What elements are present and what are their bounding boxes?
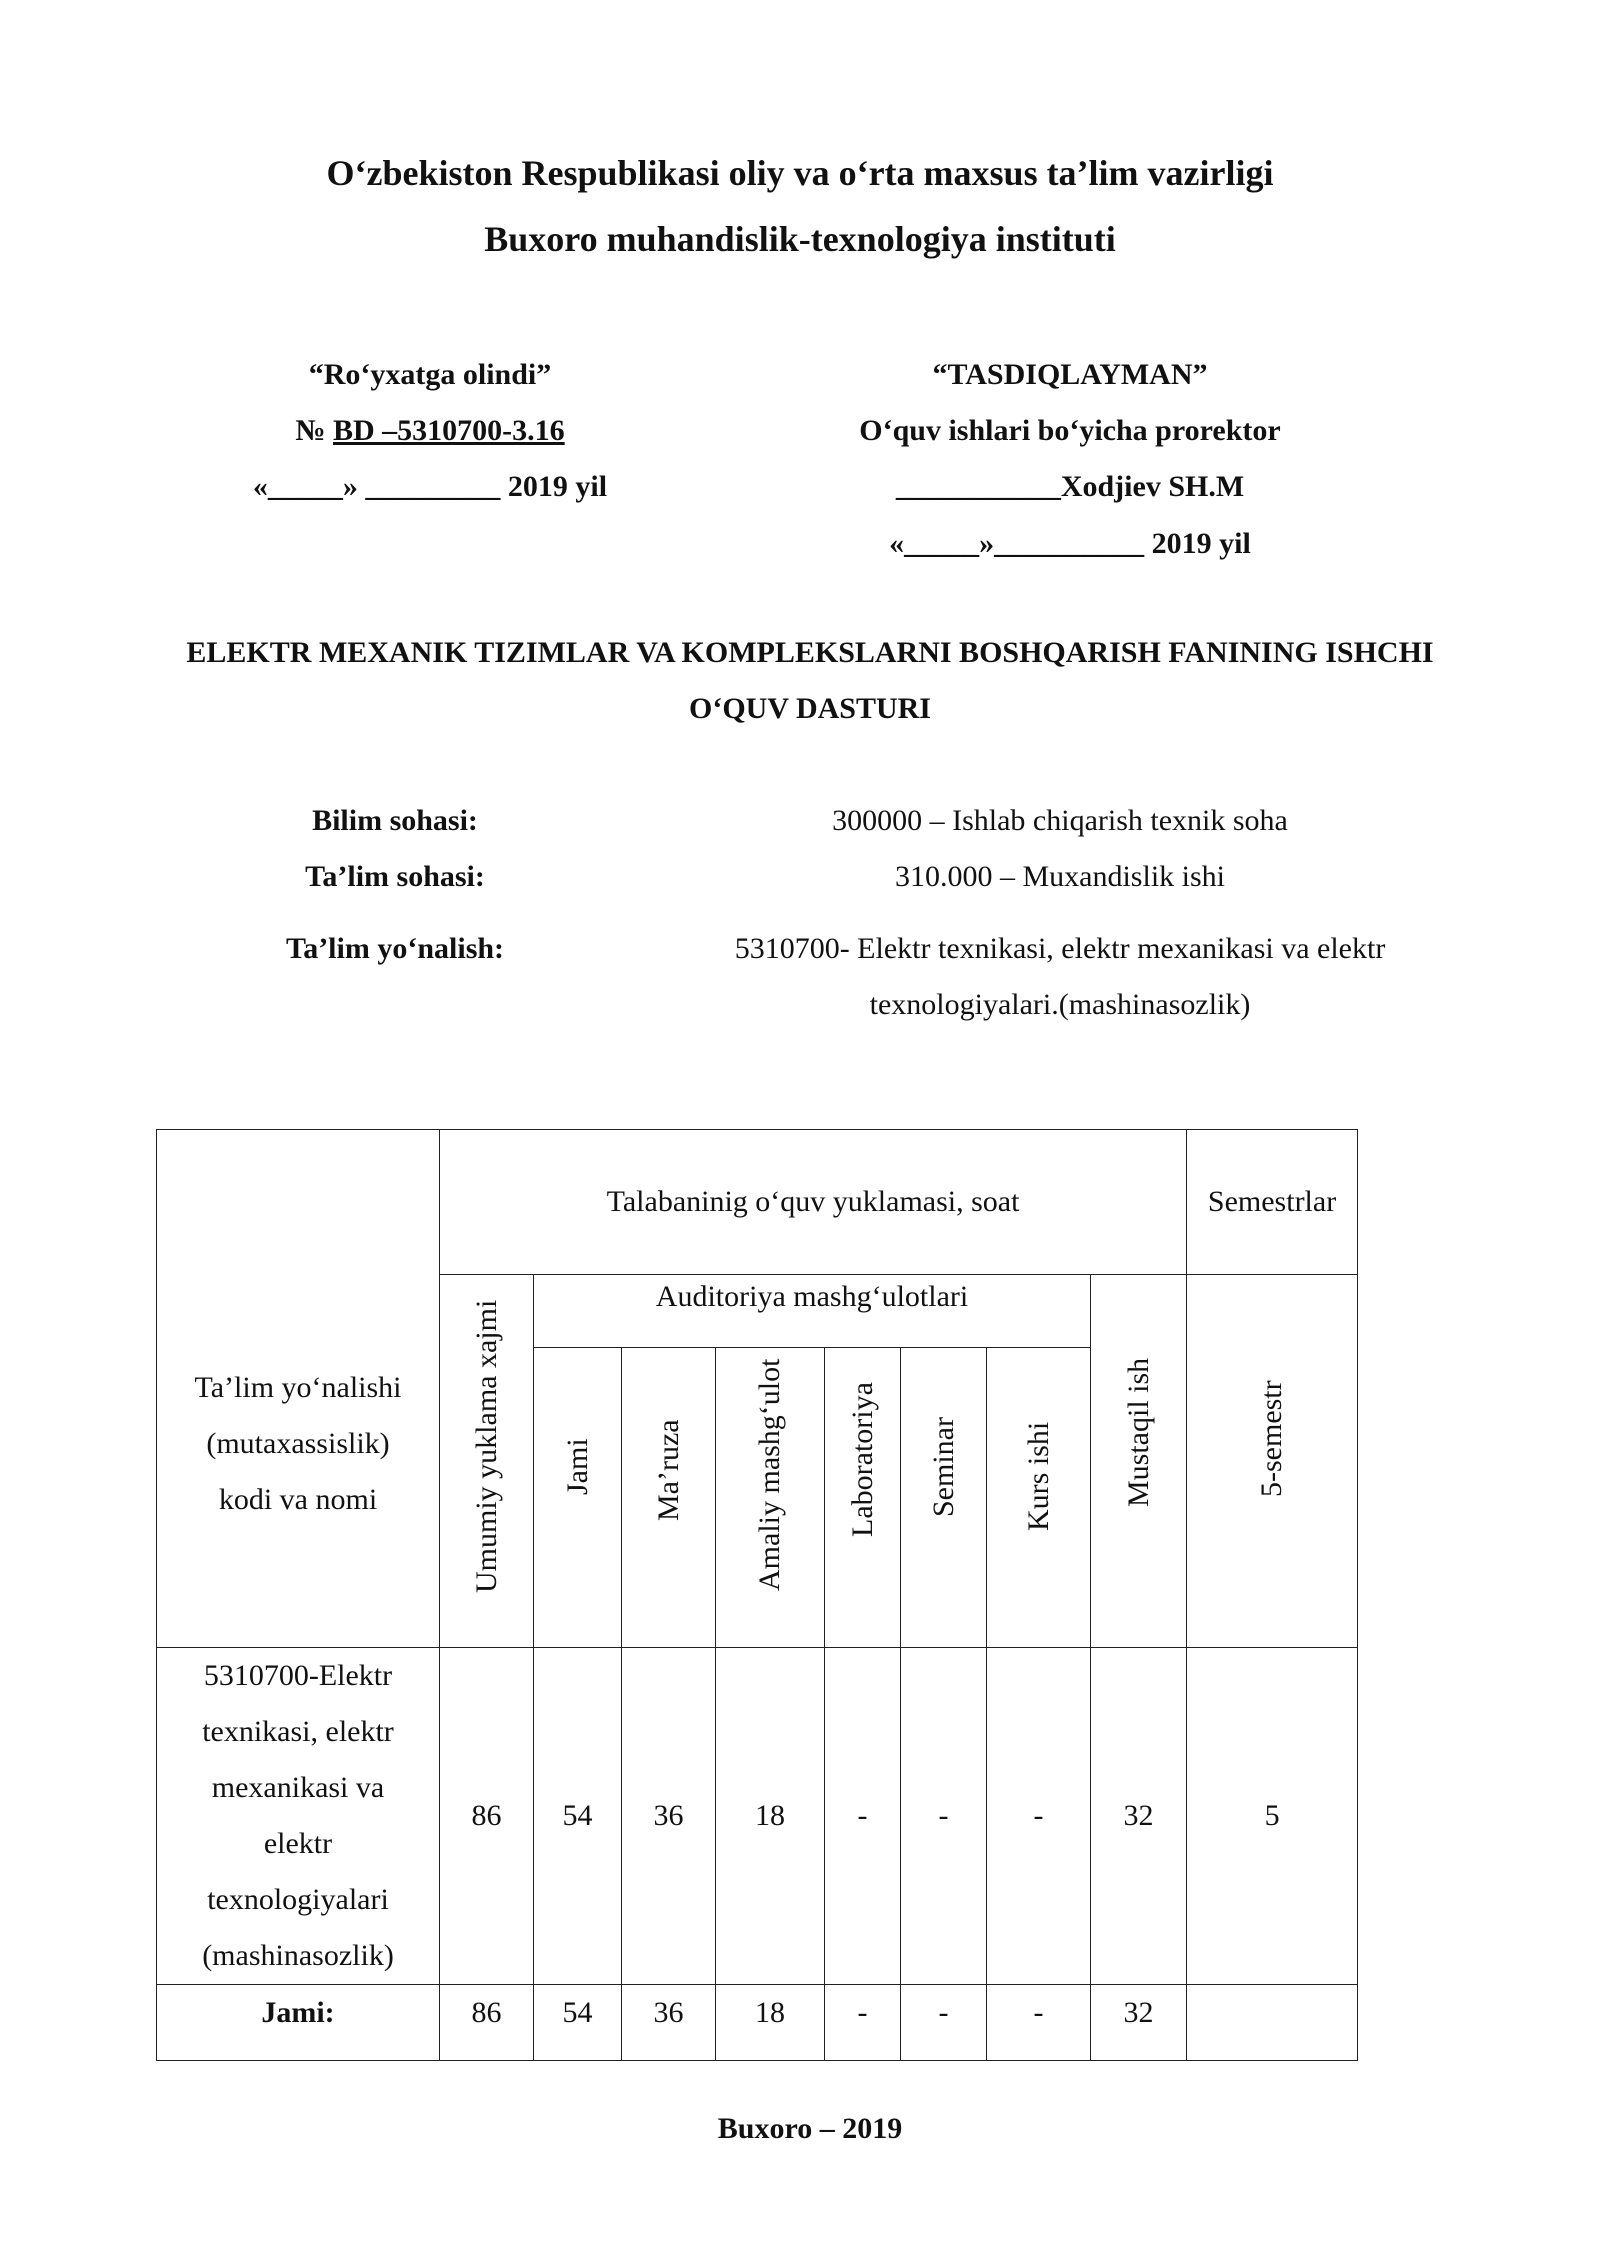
row-lecture: 36 — [622, 1648, 716, 1985]
row-name-l5: texnologiyalari — [207, 1883, 389, 1916]
number-prefix: № — [295, 414, 326, 447]
lecture-label: Ma’ruza — [651, 1419, 685, 1521]
institute-title: Buxoro muhandislik-texnologiya instituti — [484, 219, 1116, 259]
auditorium-header: Auditoriya mashg‘ulotlari — [534, 1275, 1091, 1348]
total-row-practical: 18 — [716, 1985, 825, 2061]
ministry-title: O‘zbekiston Respublikasi oliy va o‘rta maxsus ta’lim vazirligi — [326, 153, 1274, 193]
row-name-l6: (mashinasozlik) — [202, 1939, 394, 1972]
total-row-independent: 32 — [1091, 1985, 1187, 2061]
lab-label: Laboratoriya — [845, 1382, 879, 1537]
row-name-l4: elektr — [263, 1827, 333, 1860]
footer-place-year: Buxoro – 2019 — [717, 2112, 903, 2145]
row-course: - — [987, 1648, 1091, 1985]
row-name-l1: 5310700-Elektr — [203, 1659, 393, 1692]
direction-header-l2: (mutaxassislik) — [206, 1426, 390, 1460]
direction-header-l3: kodi va nomi — [218, 1482, 378, 1516]
total-row-course: - — [987, 1985, 1091, 2061]
row-lab: - — [825, 1648, 901, 1985]
approve-title: “TASDIQLAYMAN” — [932, 358, 1208, 391]
row-seminar: - — [901, 1648, 987, 1985]
field-value: 300000 – Ishlab chiqarish texnik soha — [832, 804, 1288, 837]
jami-label: Jami — [560, 1438, 594, 1495]
number-value: BD –5310700-3.16 — [332, 414, 565, 447]
practical-header — [716, 1348, 825, 1648]
direction-header-l1: Ta’lim yo‘nalishi — [194, 1370, 402, 1404]
seminar-header — [901, 1348, 987, 1648]
edu-label: Ta’lim sohasi: — [305, 860, 485, 893]
study-load-table — [156, 1129, 1358, 2061]
row-semester: 5 — [1187, 1648, 1358, 1985]
table-row — [157, 1648, 1358, 1985]
direction-label: Ta’lim yo‘nalish: — [285, 932, 505, 965]
semester-label: 5-semestr — [1255, 1380, 1289, 1497]
total-row-semester — [1187, 1985, 1358, 2061]
lab-header — [825, 1348, 901, 1648]
course-header — [987, 1348, 1091, 1648]
total-row-lab: - — [825, 1985, 901, 2061]
direction-header-cell — [157, 1130, 440, 1648]
seminar-label: Seminar — [926, 1417, 960, 1517]
total-row-total-load: 86 — [440, 1985, 534, 2061]
semesters-header: Semestrlar — [1187, 1130, 1358, 1275]
total-load-header — [440, 1275, 534, 1648]
total-row-label: Jami: — [157, 1985, 440, 2061]
jami-header — [534, 1348, 622, 1648]
direction-value-1: 5310700- Elektr texnikasi, elektr mexanikasi va elektr — [734, 932, 1386, 965]
row-direction-name — [157, 1648, 440, 1985]
doc-title-line2: O‘QUV DASTURI — [689, 692, 931, 725]
approve-signature: ___________Xodjiev SH.M — [895, 470, 1245, 503]
table-total-row — [157, 1985, 1358, 2061]
row-jami: 54 — [534, 1648, 622, 1985]
independent-header — [1091, 1275, 1187, 1648]
registered-title: “Ro‘yxatga olindi” — [308, 358, 552, 391]
approve-date: «_____»__________ 2019 yil — [889, 527, 1251, 560]
direction-value-2: texnologiyalari.(mashinasozlik) — [869, 988, 1251, 1021]
total-row-lecture: 36 — [622, 1985, 716, 2061]
row-practical: 18 — [716, 1648, 825, 1985]
lecture-header — [622, 1348, 716, 1648]
total-row-seminar: - — [901, 1985, 987, 2061]
edu-value: 310.000 – Muxandislik ishi — [894, 860, 1225, 893]
row-name-l2: texnikasi, elektr — [202, 1715, 394, 1748]
course-label: Kurs ishi — [1021, 1421, 1055, 1531]
row-total-load: 86 — [440, 1648, 534, 1985]
semester-header — [1187, 1275, 1358, 1648]
registered-date: «_____» _________ 2019 yil — [252, 470, 608, 503]
row-name-l3: mexanikasi va — [211, 1771, 385, 1804]
field-label: Bilim sohasi: — [312, 804, 478, 837]
total-load-label: Umumiy yuklama xajmi — [469, 1299, 503, 1593]
row-independent: 32 — [1091, 1648, 1187, 1985]
practical-label: Amaliy mashg‘ulot — [753, 1358, 786, 1591]
approve-position: O‘quv ishlari bo‘yicha prorektor — [859, 414, 1281, 447]
total-row-jami: 54 — [534, 1985, 622, 2061]
independent-label: Mustaqil ish — [1121, 1357, 1155, 1507]
load-header: Talabaninig o‘quv yuklamasi, soat — [440, 1130, 1187, 1275]
registration-number — [230, 414, 630, 448]
doc-title-line1: ELEKTR MEXANIK TIZIMLAR VA KOMPLEKSLARNI BOSHQARISH FANINING ISHCHI — [186, 636, 1434, 669]
